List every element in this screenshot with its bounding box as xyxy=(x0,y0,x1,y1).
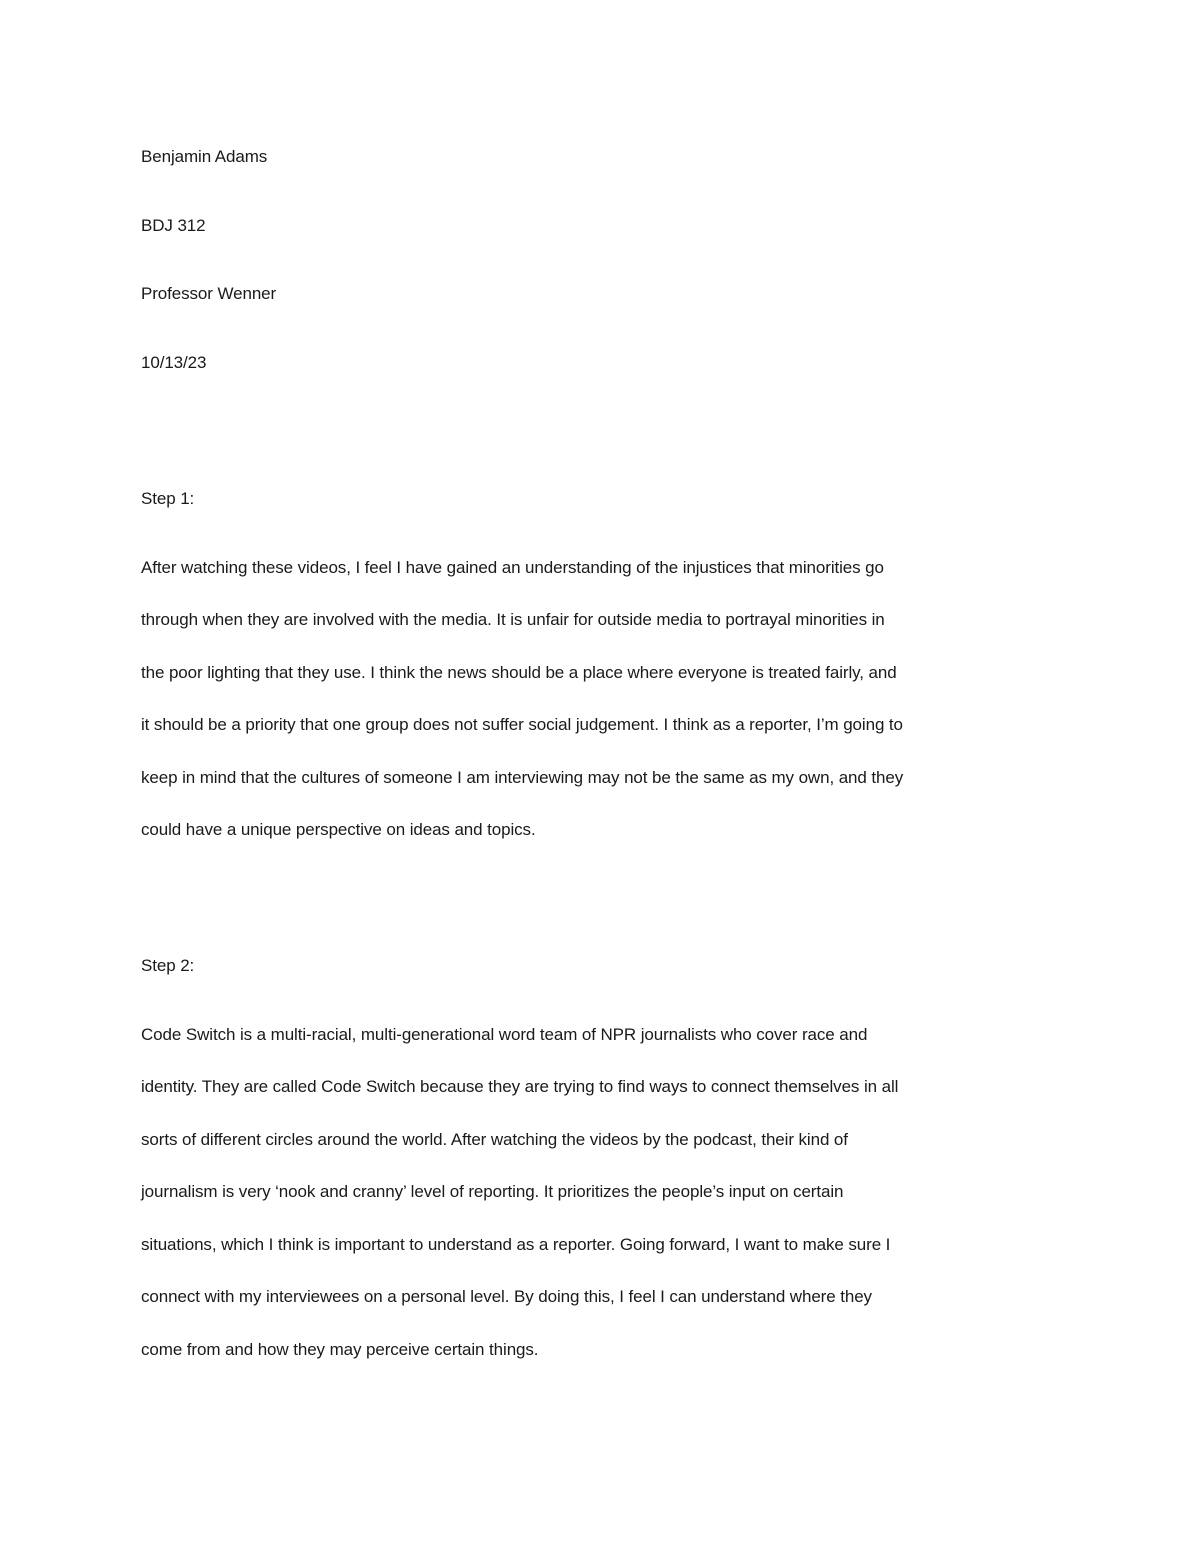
step-1-paragraph xyxy=(141,542,1056,857)
professor-name: Professor Wenner xyxy=(141,284,277,303)
paragraph-line: through when they are involved with the media. It is unfair for outside media to portrayal minorities in xyxy=(141,610,885,629)
paragraph-line: identity. They are called Code Switch because they are trying to find ways to connect themselves in all xyxy=(141,1077,899,1096)
paragraph-line: it should be a priority that one group does not suffer social judgement. I think as a reporter, I’m going to xyxy=(141,715,903,734)
paragraph-line: the poor lighting that they use. I think the news should be a place where everyone is treated fairly, and xyxy=(141,662,897,682)
author-name: Benjamin Adams xyxy=(141,147,268,166)
paragraph-line: situations, which I think is important to understand as a reporter. Going forward, I want to make sure I xyxy=(141,1234,891,1254)
paragraph-line: could have a unique perspective on ideas and topics. xyxy=(141,820,536,839)
paragraph-line: connect with my interviewees on a personal level. By doing this, I feel I can understand where they xyxy=(141,1287,872,1306)
step-2-heading: Step 2: xyxy=(141,955,195,975)
paragraph-line: journalism is very ‘nook and cranny’ level of reporting. It prioritizes the people’s input on certain xyxy=(141,1182,844,1201)
spacer xyxy=(141,857,1056,949)
step-2-paragraph xyxy=(141,1009,1056,1377)
document-body xyxy=(141,140,1056,1376)
paragraph-line: Code Switch is a multi-racial, multi-generational word team of NPR journalists who cover race and xyxy=(141,1024,868,1044)
paragraph-line: keep in mind that the cultures of someone I am interviewing may not be the same as my own, and they xyxy=(141,767,904,787)
paragraph-line: After watching these videos, I feel I have gained an understanding of the injustices that minorities go xyxy=(141,557,884,577)
paragraph-line: come from and how they may perceive certain things. xyxy=(141,1339,539,1359)
paragraph-line: sorts of different circles around the world. After watching the videos by the podcast, their kind of xyxy=(141,1129,848,1149)
spacer xyxy=(141,380,1056,482)
step-1-heading: Step 1: xyxy=(141,488,195,508)
course-code: BDJ 312 xyxy=(141,215,206,235)
document-date: 10/13/23 xyxy=(141,352,207,372)
